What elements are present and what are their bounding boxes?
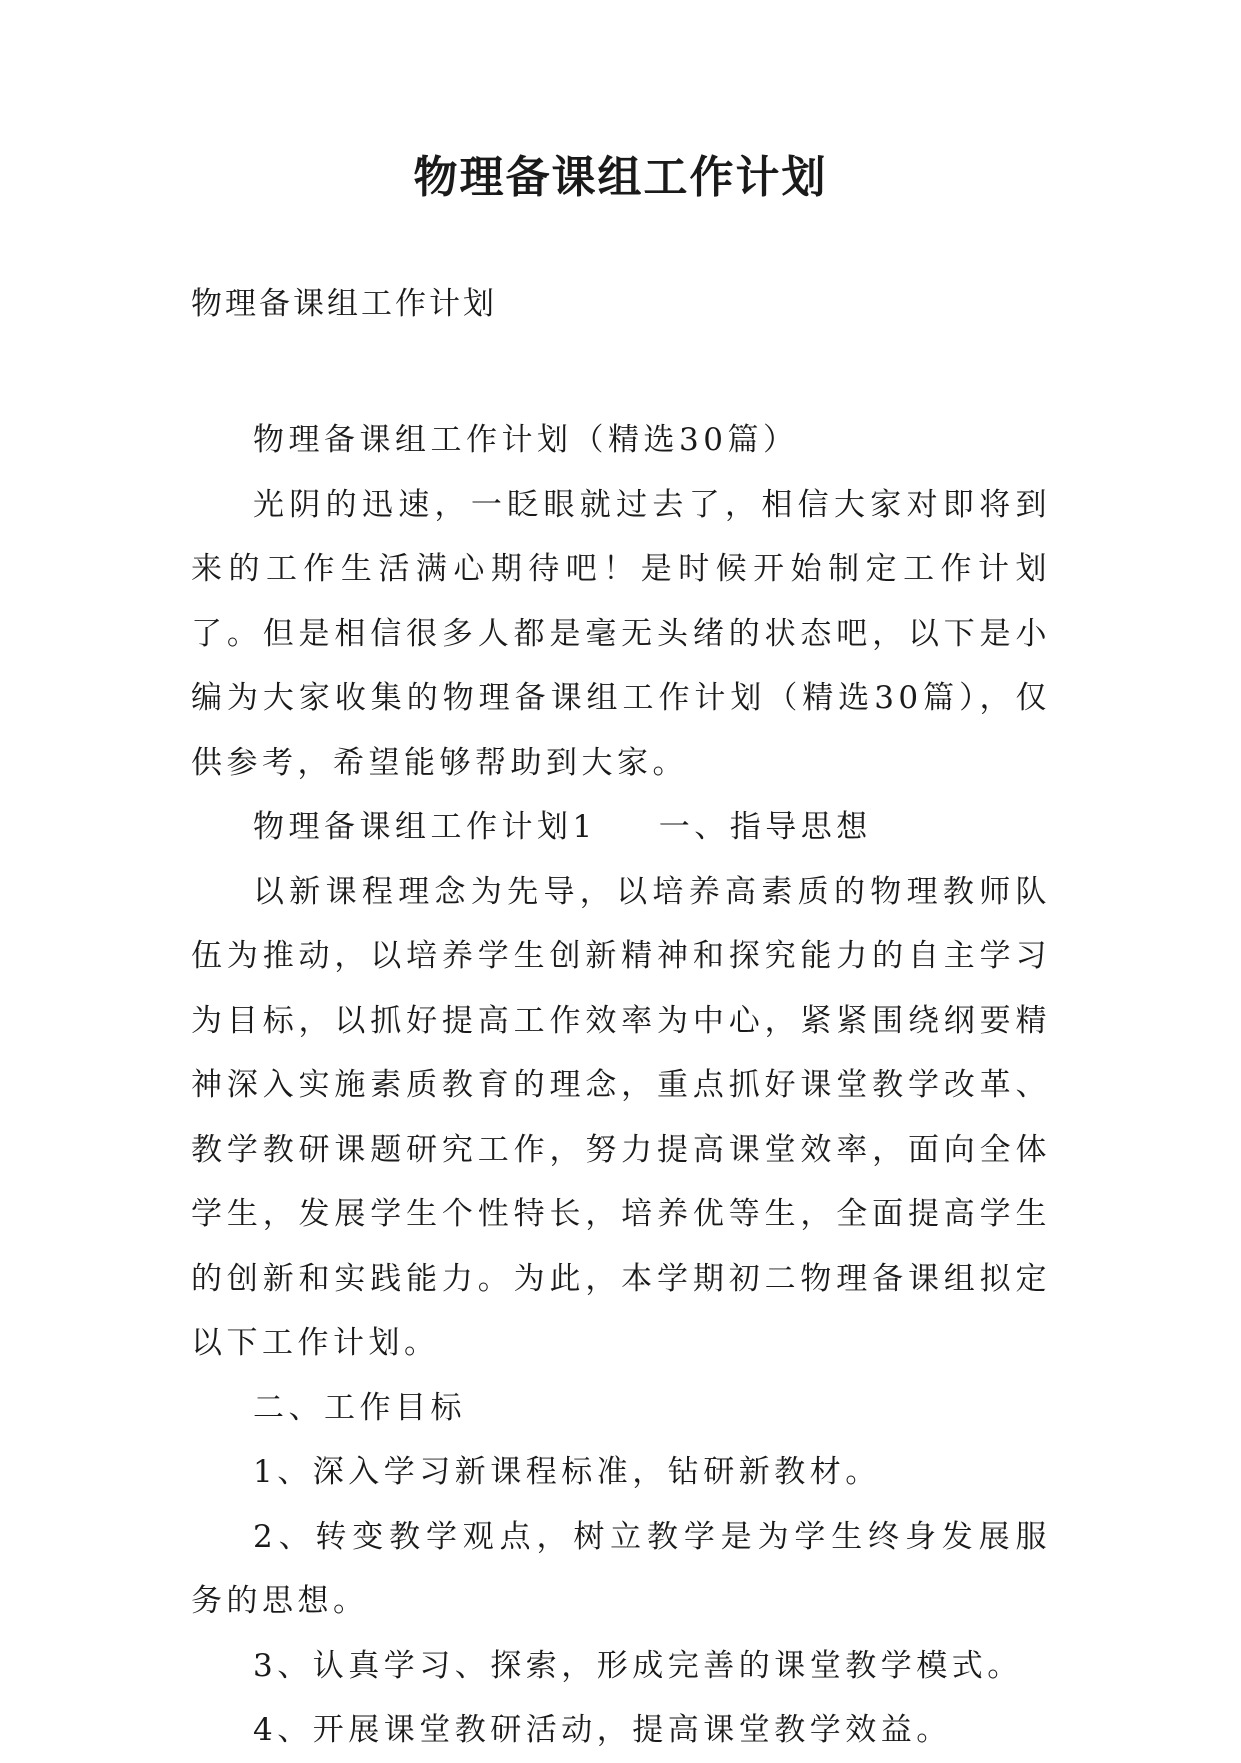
list-item-goal-3: 3、认真学习、探索，形成完善的课堂教学模式。: [253, 1647, 1023, 1684]
section-heading-guiding-thought: 一、指导思想: [658, 809, 872, 845]
paragraph-guiding-thought: 以新课程理念为先导，以培养高素质的物理教师队伍为推动，以培养学生创新精神和探究能力的自主学习为目标，以抓好提高工作效率为中心，紧紧围绕纲要精神深入实施素质教育的理念，重点抓好课堂教学改革、教学教研课题研究工作，努力提高课堂效率，面向全体学生，发展学生个性特长，培养优等生，全面提高学生的创新和实践能力。为此，本学期初二物理备课组拟定以下工作计划。: [191, 873, 1051, 1361]
section-heading-work-goals: 二、工作目标: [253, 1389, 466, 1426]
section-heading-line: [191, 795, 1051, 860]
document-subtitle: 物理备课组工作计划: [191, 286, 497, 322]
paragraph-intro-title: 物理备课组工作计划（精选30篇）: [253, 422, 799, 458]
document-body: [191, 408, 1051, 1763]
list-item-goal-2: 2、转变教学观点，树立教学是为学生终身发展服务的思想。: [191, 1518, 1051, 1619]
section-heading-plan-1: 物理备课组工作计划1: [253, 809, 597, 845]
document-title: 物理备课组工作计划: [413, 152, 828, 203]
paragraph-intro: 光阴的迅速，一眨眼就过去了，相信大家对即将到来的工作生活满心期待吧！是时候开始制定工作计划了。但是相信很多人都是毫无头绪的状态吧，以下是小编为大家收集的物理备课组工作计划（精选30篇），仅供参考，希望能够帮助到大家。: [191, 486, 1051, 781]
list-item-goal-4: 4、开展课堂教研活动，提高课堂教学效益。: [253, 1712, 952, 1748]
list-item-goal-1: 1、深入学习新课程标准，钻研新教材。: [253, 1454, 881, 1490]
